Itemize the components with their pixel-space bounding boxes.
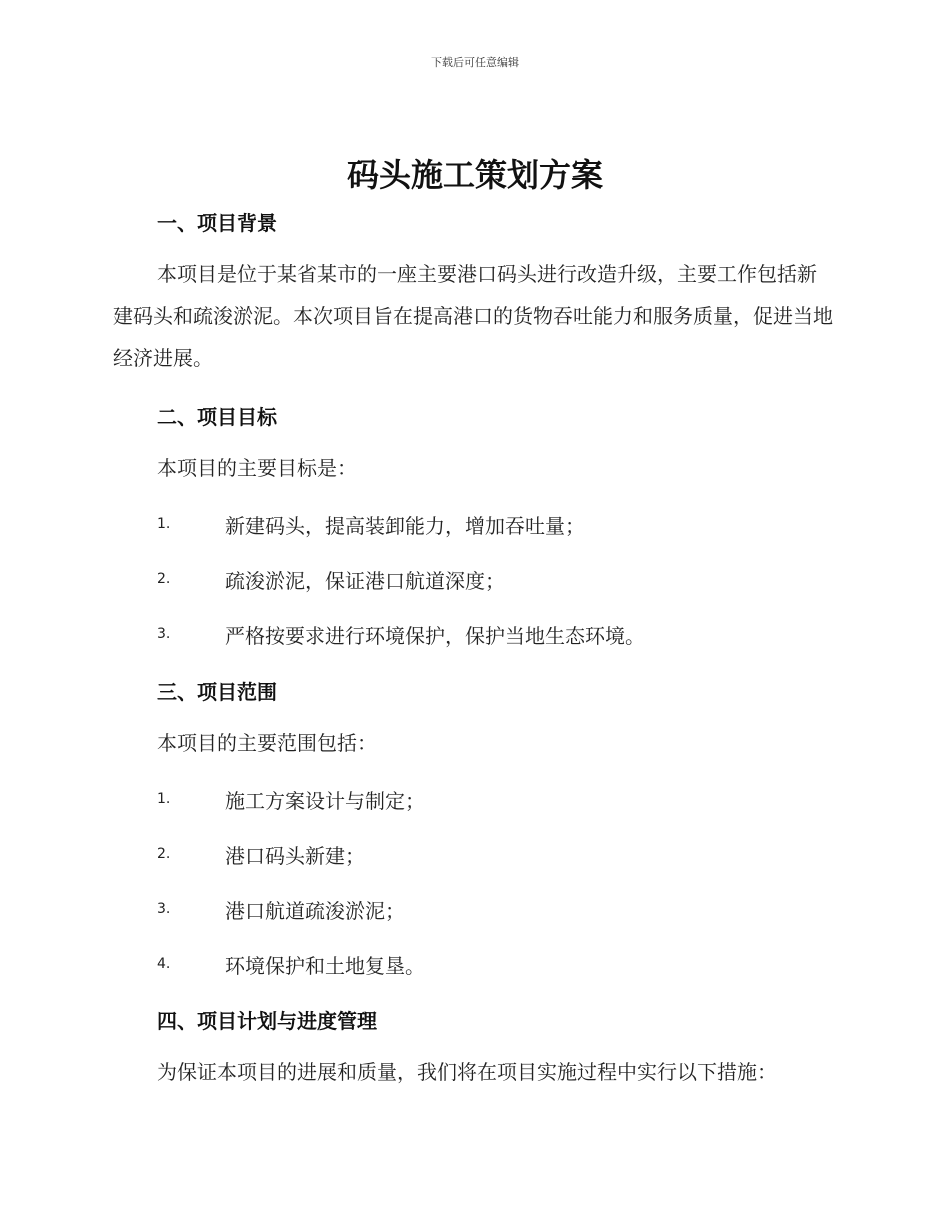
- goals-intro: 本项目的主要目标是：: [157, 456, 357, 480]
- plan-intro: 为保证本项目的进展和质量，我们将在项目实施过程中实行以下措施：: [157, 1060, 777, 1084]
- section-heading-plan: 四、项目计划与进度管理: [157, 1009, 377, 1033]
- list-item-number: 2.: [157, 846, 171, 862]
- list-item-number: 1.: [157, 516, 171, 532]
- section-heading-background: 一、项目背景: [157, 211, 277, 235]
- list-item-text: 港口码头新建；: [225, 844, 365, 868]
- section-body-background: 本项目是位于某省某市的一座主要港口码头进行改造升级，主要工作包括新建码头和疏浚淤泥。本次项目旨在提高港口的货物吞吐能力和服务质量，促进当地经济进展。: [113, 262, 833, 370]
- list-item-text: 新建码头，提高装卸能力，增加吞吐量；: [225, 514, 585, 538]
- scope-intro: 本项目的主要范围包括：: [157, 731, 377, 755]
- list-item-text: 环境保护和土地复垦。: [225, 954, 425, 978]
- list-item-text: 严格按要求进行环境保护，保护当地生态环境。: [225, 624, 645, 648]
- list-item-text: 疏浚淤泥，保证港口航道深度；: [225, 569, 505, 593]
- list-item-number: 3.: [157, 901, 171, 917]
- list-item-number: 2.: [157, 571, 171, 587]
- list-item-number: 3.: [157, 626, 171, 642]
- section-heading-scope: 三、项目范围: [157, 680, 277, 704]
- list-item-text: 港口航道疏浚淤泥；: [225, 899, 405, 923]
- page-header-note: 下载后可任意编辑: [431, 56, 519, 69]
- list-item-text: 施工方案设计与制定；: [225, 789, 425, 813]
- list-item-number: 1.: [157, 791, 171, 807]
- section-heading-goals: 二、项目目标: [157, 405, 277, 429]
- list-item-number: 4.: [157, 956, 171, 972]
- document-title: 码头施工策划方案: [346, 156, 603, 194]
